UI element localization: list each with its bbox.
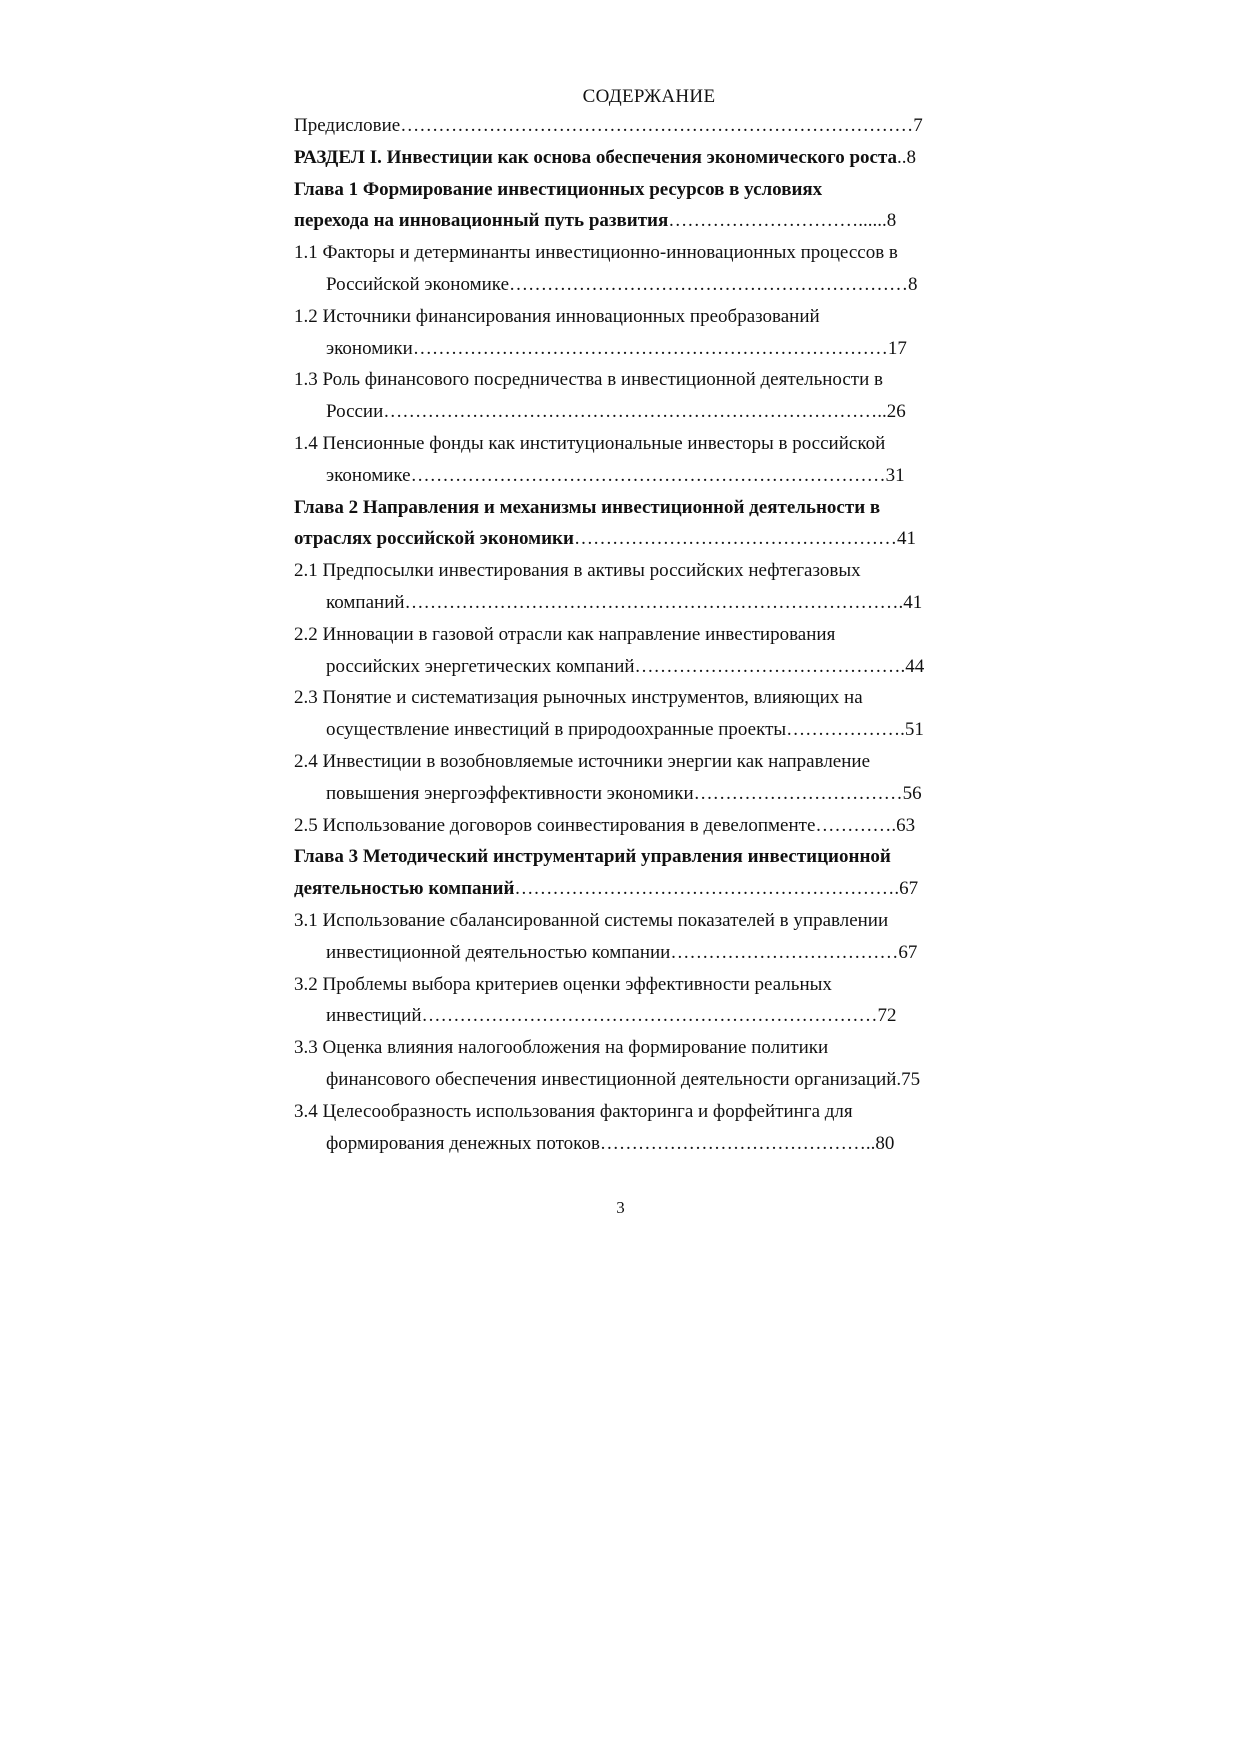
toc-entry-leader-page: ……………………………56	[693, 782, 922, 804]
toc-entry	[294, 1096, 1004, 1128]
toc-entry-text: 3.2 Проблемы выбора критериев оценки эффективности реальных	[294, 973, 832, 995]
toc-entry-leader-page: …………………………………………………………………17	[412, 337, 907, 359]
toc-entry-text: российских энергетических компаний	[326, 655, 635, 677]
toc-entry	[294, 205, 1004, 237]
toc-entry-text: финансового обеспечения инвестиционной деятельности организаций.75	[326, 1068, 921, 1090]
toc-entry-leader-page: …………………………………………………….67	[514, 878, 919, 900]
toc-entry-leader-page: ……………………………………..80	[599, 1132, 895, 1154]
toc-entry	[294, 682, 1004, 714]
toc-entry-text: Глава 3 Методический инструментарий управления инвестиционной	[294, 846, 891, 868]
toc-entry	[294, 587, 1004, 619]
toc-entry-text: Глава 2 Направления и механизмы инвестиционной деятельности в	[294, 496, 881, 518]
toc-entry-leader-page: …………………………......8	[668, 210, 897, 232]
toc-entry	[294, 1000, 1004, 1032]
toc-entry	[294, 810, 1004, 842]
toc-entry	[294, 651, 1004, 683]
toc-entry-text: 3.3 Оценка влияния налогообложения на формирование политики	[294, 1037, 829, 1059]
toc-entry-leader-page: ………………………………………………………………………7	[400, 115, 923, 136]
toc-entry-leader-page: ………………………………67	[670, 941, 918, 963]
toc-entry-text: России	[326, 401, 384, 423]
toc-entry-text: экономике	[326, 464, 411, 486]
toc-entry	[294, 873, 1004, 905]
toc-entry	[294, 778, 1004, 810]
toc-title: СОДЕРЖАНИЕ	[582, 86, 716, 107]
toc-entry	[294, 555, 1004, 587]
toc-entry	[294, 714, 1004, 746]
toc-entry-text: Российской экономике	[326, 273, 509, 295]
toc-entry-text: перехода на инновационный путь развития	[294, 210, 669, 232]
toc-entry	[294, 269, 1004, 301]
toc-entry	[294, 523, 1004, 555]
toc-list	[294, 110, 1004, 1159]
toc-entry-text: 1.2 Источники финансирования инновационных преобразований	[294, 305, 820, 327]
toc-entry-text: 2.5 Использование договоров соинвестирования в девелопменте	[294, 814, 816, 836]
toc-entry-leader-page: ..8	[897, 146, 917, 168]
toc-entry	[294, 396, 1004, 428]
toc-entry-text: 1.1 Факторы и детерминанты инвестиционно-инновационных процессов в	[294, 242, 898, 264]
toc-entry-leader-page: …………………………………………………………………31	[410, 464, 905, 486]
toc-entry-leader-page: …………………………………………………………………….41	[404, 591, 923, 613]
toc-entry-text: Глава 1 Формирование инвестиционных ресурсов в условиях	[294, 178, 823, 200]
toc-entry-leader-page: ……………….51	[786, 719, 924, 741]
toc-entry-text: Предисловие	[294, 115, 401, 136]
page-number: 3	[616, 1198, 625, 1217]
toc-entry-text: формирования денежных потоков	[326, 1132, 600, 1154]
toc-entry	[294, 174, 1004, 206]
toc-entry-text: осуществление инвестиций в природоохранные проекты	[326, 719, 787, 741]
toc-entry-text: 2.1 Предпосылки инвестирования в активы российских нефтегазовых	[294, 560, 861, 582]
toc-entry	[294, 1128, 1004, 1160]
toc-entry	[294, 428, 1004, 460]
toc-entry-text: 3.1 Использование сбалансированной системы показателей в управлении	[294, 909, 889, 931]
toc-entry-text: 1.3 Роль финансового посредничества в инвестиционной деятельности в	[294, 369, 883, 391]
toc-entry-leader-page: …………………………………….44	[634, 655, 925, 677]
toc-entry-text: инвестиционной деятельностью компании	[326, 941, 671, 963]
toc-entry	[294, 492, 1004, 524]
toc-entry	[294, 905, 1004, 937]
toc-entry-text: компаний	[326, 591, 405, 613]
toc-entry-text: 3.4 Целесообразность использования факторинга и форфейтинга для	[294, 1100, 853, 1122]
toc-entry	[294, 237, 1004, 269]
toc-entry	[294, 746, 1004, 778]
toc-entry	[294, 1032, 1004, 1064]
toc-entry	[294, 841, 1004, 873]
toc-entry	[294, 110, 1004, 142]
toc-entry	[294, 460, 1004, 492]
toc-entry-text: 2.2 Инновации в газовой отрасли как направление инвестирования	[294, 623, 836, 645]
toc-entry-leader-page: ……………………………………………41	[573, 528, 916, 550]
toc-entry-text: отраслях российской экономики	[294, 528, 574, 550]
toc-entry-text: 1.4 Пенсионные фонды как институциональные инвесторы в российской	[294, 432, 886, 454]
toc-entry	[294, 1064, 1004, 1096]
toc-page	[294, 84, 1004, 1159]
toc-entry	[294, 969, 1004, 1001]
toc-entry	[294, 619, 1004, 651]
toc-entry	[294, 364, 1004, 396]
toc-entry-leader-page: ………………………………………………………8	[509, 273, 918, 295]
toc-entry	[294, 333, 1004, 365]
toc-entry	[294, 937, 1004, 969]
toc-entry-leader-page: ……………………………………………………………………..26	[383, 401, 906, 423]
toc-entry-text: инвестиций	[326, 1005, 422, 1027]
toc-entry-leader-page: ………….63	[815, 814, 916, 836]
toc-entry-text: РАЗДЕЛ I. Инвестиции как основа обеспечения экономического роста	[294, 146, 898, 168]
toc-entry	[294, 301, 1004, 333]
toc-entry-text: деятельностью компаний	[294, 878, 515, 900]
toc-entry-text: экономики	[326, 337, 413, 359]
toc-entry-text: 2.4 Инвестиции в возобновляемые источники энергии как направление	[294, 750, 871, 772]
toc-entry-leader-page: ………………………………………………………………72	[421, 1005, 897, 1027]
toc-entry-text: повышения энергоэффективности экономики	[326, 782, 694, 804]
toc-entry-text: 2.3 Понятие и систематизация рыночных инструментов, влияющих на	[294, 687, 863, 709]
toc-entry	[294, 142, 1004, 174]
